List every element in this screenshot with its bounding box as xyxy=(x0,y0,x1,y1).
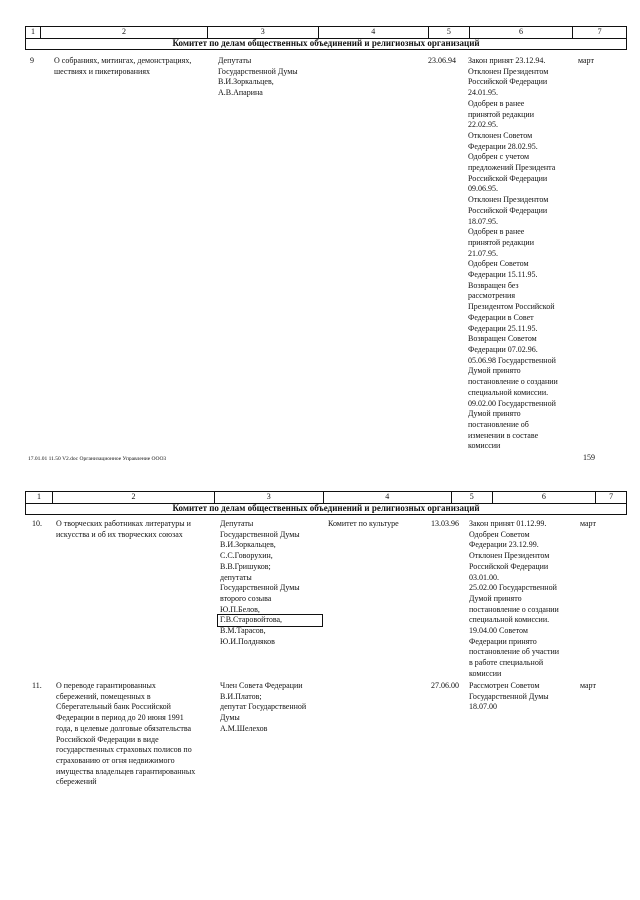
bill-status: Рассмотрен Советом Государственной Думы 18.07.00 xyxy=(469,681,549,712)
col-header-3: 3 xyxy=(214,492,322,503)
col-header-4: 4 xyxy=(318,27,428,38)
bill-authors: Депутаты Государственной Думы В.И.Зоркальцев, А.В.Апарина xyxy=(218,56,298,98)
bill-date: 23.06.94 xyxy=(428,56,456,65)
bill-author-highlighted: Г.В.Старовойтова, xyxy=(220,615,283,624)
col-header-5: 5 xyxy=(428,27,469,38)
bill-title: О переводе гарантированных сбережений, помещенных в Сберегательный банк Российской Федерации в период до 20 июня 1991 года, в целевые долговые обязательства Российской Федерации в виде государственных страховых полисов по страхованию от огня недвижимого имущества владельцев гарантированных сбережений xyxy=(56,681,196,787)
committee-heading: Комитет по делам общественных объединений и религиозных организаций xyxy=(25,38,627,50)
bill-month: март xyxy=(580,681,596,690)
bill-date: 13.03.96 xyxy=(431,519,459,528)
col-header-2: 2 xyxy=(40,27,207,38)
bill-date: 27.06.00 xyxy=(431,681,459,690)
col-header-5: 5 xyxy=(451,492,492,503)
bill-status: Закон принят 23.12.94. Отклонен Президентом Российской Федерации 24.01.95. Одобрен в ранее принятой редакции 22.02.95. Отклонен Советом Федерации 28.02.95. Одобрен с учетом предложений Президента Российской Федерации 09.06.95. Отклонен Президентом Российской Федерации 18.07.95. Одобрен в ранее принятой редакции 21.07.95. Одобрен Советом Федерации 15.11.95. Возвращен без рассмотрения Президентом Российской Федерации в Совет Федерации 25.11.95. Возвращен Советом Федерации 07.02.96. 05.06.98 Государственной Думой принято постановление о создании специальной комиссии. 09.02.00 Государственной Думой принято постановление об изменении в составе комиссии xyxy=(468,56,558,451)
col-header-1: 1 xyxy=(36,492,41,501)
bill-authors: Член Совета Федерации В.И.Платов; депутат Государственной Думы А.М.Шелехов xyxy=(220,681,307,733)
bill-status: Закон принят 01.12.99. Одобрен Советом Федерации 23.12.99. Отклонен Президентом Российской Федерации 03.01.00. 25.02.00 Государственной Думой принято постановление о создании специальной комиссии. 19.04.00 Советом Федерации принято постановление об участии в работе специальной комиссии xyxy=(469,519,560,678)
bill-committee: Комитет по культуре xyxy=(328,519,399,528)
col-header-4: 4 xyxy=(323,492,451,503)
bill-title: О собраниях, митингах, демонстрациях, шествиях и пикетированиях xyxy=(54,56,192,76)
bill-month: март xyxy=(580,519,596,528)
col-header-6: 6 xyxy=(492,492,595,503)
page-footer: 17.01.01 11.50 V2.doc Организационное Управление ООО3 xyxy=(28,456,167,462)
col-header-3: 3 xyxy=(207,27,317,38)
bill-authors: Депутаты Государственной Думы В.И.Зоркальцев, С.С.Говорухин, В.В.Гришуков; депутаты Государственной Думы второго созыва Ю.П.Белов, xyxy=(220,519,300,614)
row-number: 10. xyxy=(32,519,42,528)
bill-month: март xyxy=(578,56,594,65)
col-header-7: 7 xyxy=(595,492,626,503)
bill-title: О творческих работниках литературы и искусства и об их творческих союзах xyxy=(56,519,191,539)
col-header-6: 6 xyxy=(469,27,572,38)
page-number: 159 xyxy=(583,453,595,462)
col-header-7: 7 xyxy=(572,27,626,38)
col-header-1: 1 xyxy=(30,27,35,36)
committee-heading: Комитет по делам общественных объединений и религиозных организаций xyxy=(25,503,627,515)
row-number: 11. xyxy=(32,681,42,690)
bill-authors-cont: В.М.Тарасов, Ю.И.Полдняков xyxy=(220,626,275,646)
col-header-2: 2 xyxy=(52,492,214,503)
row-number: 9 xyxy=(30,56,34,65)
